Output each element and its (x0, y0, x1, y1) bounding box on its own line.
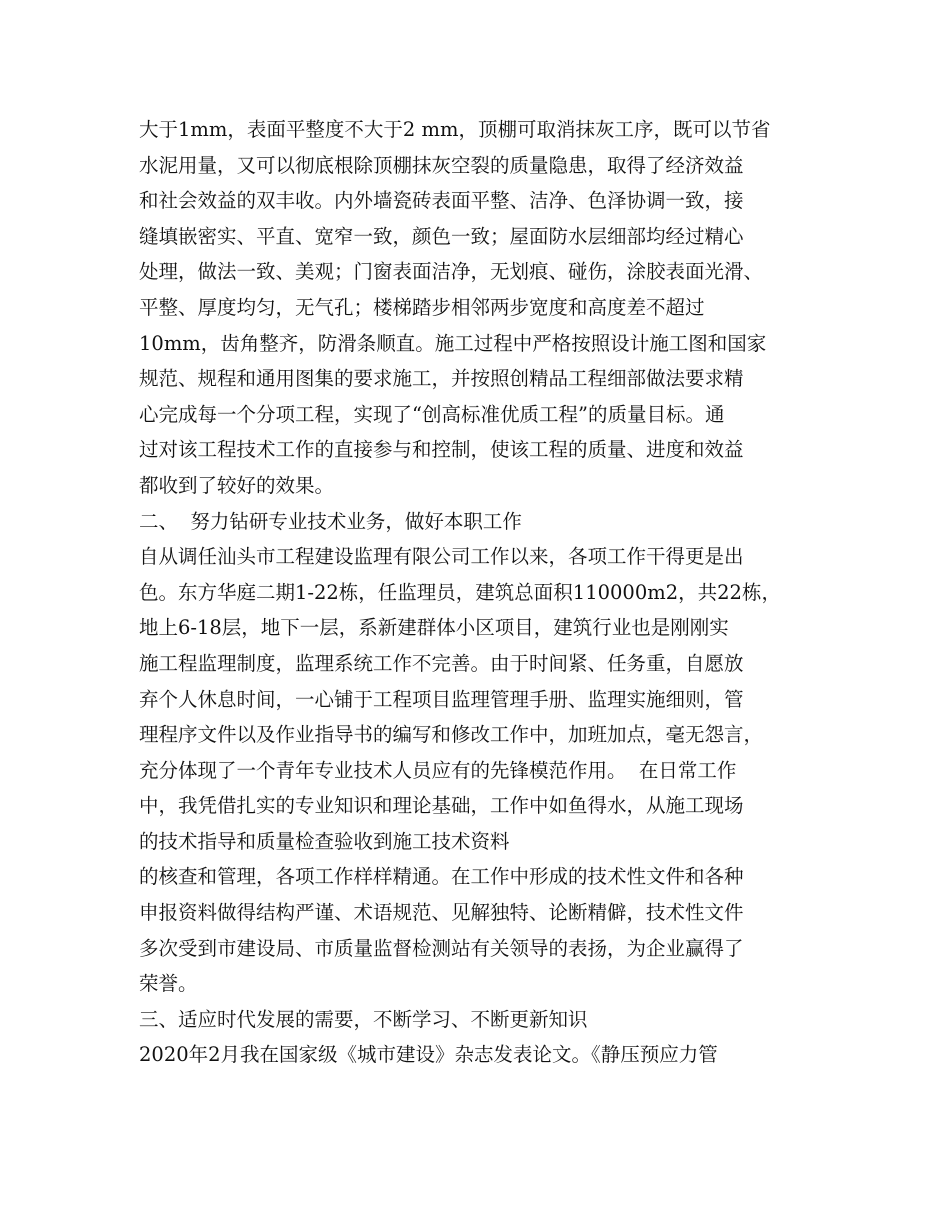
section-heading-3: 三、适应时代发展的需要，不断学习、不断更新知识 (139, 1007, 588, 1031)
text-line: 平整、厚度均匀，无气孔；楼梯踏步相邻两步宽度和高度差不超过 (139, 295, 705, 319)
text-line: 都收到了较好的效果。 (139, 473, 335, 497)
text-line: 2020年2月我在国家级《城市建设》杂志发表论文。《静压预应力管 (139, 1043, 718, 1067)
text-line: 过对该工程技术工作的直接参与和控制，使该工程的质量、进度和效益 (139, 438, 744, 462)
text-line: 自从调任汕头市工程建设监理有限公司工作以来，各项工作干得更是出 (139, 545, 744, 569)
text-line: 心完成每一个分项工程，实现了“创高标准优质工程”的质量目标。通 (139, 402, 725, 426)
text-line: 多次受到市建设局、市质量监督检测站有关领导的表扬，为企业赢得了 (139, 936, 744, 960)
text-line: 10mm，齿角整齐，防滑条顺直。施工过程中严格按照设计施工图和国家 (139, 331, 767, 355)
text-line: 处理，做法一致、美观；门窗表面洁净，无划痕、碰伤，涂胶表面光滑、 (139, 260, 764, 284)
text-line: 水泥用量，又可以彻底根除顶棚抹灰空裂的质量隐患，取得了经济效益 (139, 153, 744, 177)
text-line: 缝填嵌密实、平直、宽窄一致，颜色一致；屋面防水层细部均经过精心 (139, 224, 744, 248)
text-line: 荣誉。 (139, 972, 198, 996)
text-line: 理程序文件以及作业指导书的编写和修改工作中，加班加点，毫无怨言， (139, 723, 764, 747)
text-line: 的技术指导和质量检查验收到施工技术资料 (139, 829, 510, 853)
text-line: 施工程监理制度，监理系统工作不完善。由于时间紧、任务重，自愿放 (139, 651, 744, 675)
text-line: 和社会效益的双丰收。内外墙瓷砖表面平整、洁净、色泽协调一致，接 (139, 189, 744, 213)
text-line: 充分体现了一个青年专业技术人员应有的先锋模范作用。 在日常工作 (139, 758, 737, 782)
body-text (139, 112, 819, 1073)
text-line: 的核查和管理，各项工作样样精通。在工作中形成的技术性文件和各种 (139, 865, 744, 889)
text-line: 色。东方华庭二期1-22栋，任监理员，建筑总面积110000m2，共22栋， (139, 580, 781, 604)
text-line: 大于1mm，表面平整度不大于2 mm，顶棚可取消抹灰工序，既可以节省 (139, 118, 771, 141)
text-line: 申报资料做得结构严谨、术语规范、见解独特、论断精僻，技术性文件 (139, 901, 744, 925)
text-line: 规范、规程和通用图集的要求施工，并按照创精品工程细部做法要求精 (139, 367, 744, 391)
text-line: 中，我凭借扎实的专业知识和理论基础，工作中如鱼得水，从施工现场 (139, 794, 744, 818)
section-heading-2: 二、 努力钻研专业技术业务，做好本职工作 (139, 509, 522, 533)
text-line: 弃个人休息时间，一心铺于工程项目监理管理手册、监理实施细则，管 (139, 687, 744, 711)
text-line: 地上6-18层，地下一层，系新建群体小区项目，建筑行业也是刚刚实 (139, 616, 729, 640)
